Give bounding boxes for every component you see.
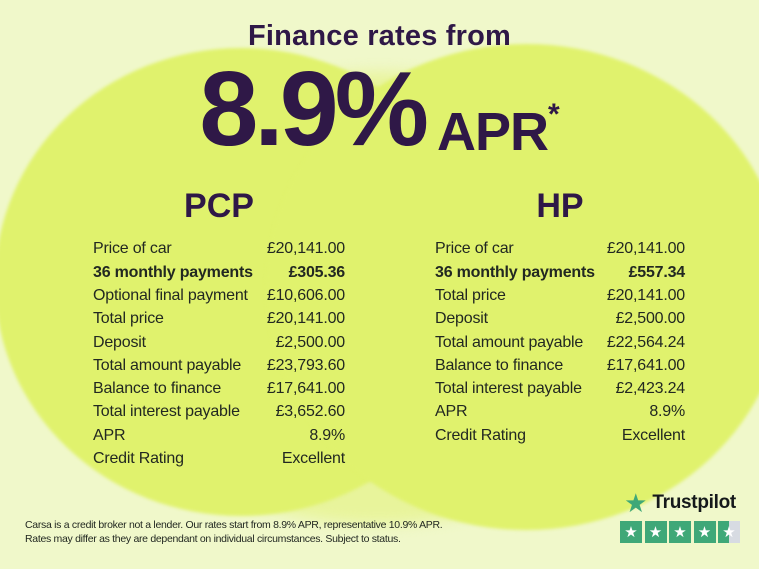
headline-rate: [0, 50, 759, 168]
disclaimer-line-2: Rates may differ as they are dependant on individual circumstances. Subject to status.: [25, 533, 401, 545]
row-label: Balance to finance: [435, 356, 564, 374]
row-label: Total interest payable: [93, 403, 240, 421]
row-value: £17,641.00: [606, 356, 685, 374]
row-label: Price of car: [93, 240, 172, 258]
rate-value: 8.9%: [199, 50, 425, 168]
pcp-section: [93, 188, 345, 470]
row-label: Total price: [93, 310, 164, 328]
legal-disclaimer: [25, 518, 442, 546]
trustpilot-rating-star: ★: [645, 521, 667, 543]
trustpilot-widget[interactable]: [620, 490, 740, 543]
row-label: Total amount payable: [435, 333, 584, 351]
hp-table: [435, 237, 685, 447]
row-label: 36 monthly payments: [93, 263, 253, 281]
row-label: Optional final payment: [93, 286, 248, 304]
row-label: Deposit: [93, 333, 146, 351]
row-value: £305.36: [288, 263, 345, 281]
row-value: £2,500.00: [615, 310, 685, 328]
trustpilot-rating-star: ★: [718, 521, 740, 543]
row-value: £20,141.00: [266, 310, 345, 328]
table-row: [93, 354, 345, 377]
row-label: 36 monthly payments: [435, 263, 595, 281]
row-value: £2,423.24: [615, 380, 685, 398]
row-value: £17,641.00: [266, 380, 345, 398]
row-label: Deposit: [435, 310, 488, 328]
table-row: [435, 237, 685, 260]
trustpilot-rating-star: ★: [669, 521, 691, 543]
table-row: [435, 331, 685, 354]
table-row: [93, 377, 345, 400]
row-value: £10,606.00: [266, 286, 345, 304]
row-label: Total price: [435, 286, 506, 304]
apr-label-group: [436, 98, 560, 162]
trustpilot-logo: [624, 490, 736, 516]
row-label: APR: [93, 426, 126, 444]
table-row: [435, 261, 685, 284]
trustpilot-rating-star: ★: [620, 521, 642, 543]
table-row: [93, 284, 345, 307]
table-row: [93, 261, 345, 284]
trustpilot-rating-stars: [620, 521, 740, 543]
row-value: £2,500.00: [275, 333, 345, 351]
table-row: [435, 307, 685, 330]
row-label: Total interest payable: [435, 380, 582, 398]
row-label: Credit Rating: [435, 426, 526, 444]
table-row: [435, 400, 685, 423]
row-value: £557.34: [628, 263, 685, 281]
table-row: [93, 400, 345, 423]
row-label: APR: [435, 403, 468, 421]
row-value: Excellent: [621, 426, 685, 444]
row-label: Total amount payable: [93, 356, 242, 374]
row-label: Balance to finance: [93, 380, 222, 398]
trustpilot-star-icon: ★: [624, 488, 648, 518]
table-row: [435, 284, 685, 307]
row-value: £22,564.24: [606, 333, 685, 351]
table-row: [93, 331, 345, 354]
table-row: [435, 424, 685, 447]
table-row: [435, 354, 685, 377]
row-value: £20,141.00: [266, 240, 345, 258]
row-value: 8.9%: [649, 403, 685, 421]
row-value: £20,141.00: [606, 240, 685, 258]
table-row: [93, 447, 345, 470]
row-label: Price of car: [435, 240, 514, 258]
banner-title: Finance rates from: [247, 20, 512, 52]
row-label: Credit Rating: [93, 450, 184, 468]
pcp-heading: PCP: [184, 187, 254, 225]
trustpilot-wordmark: Trustpilot: [652, 492, 736, 513]
apr-asterisk: *: [547, 98, 560, 131]
table-row: [435, 377, 685, 400]
row-value: 8.9%: [309, 426, 345, 444]
row-value: £20,141.00: [606, 286, 685, 304]
apr-label: APR: [436, 102, 548, 162]
pcp-table: [93, 237, 345, 470]
row-value: Excellent: [281, 450, 345, 468]
table-row: [93, 307, 345, 330]
hp-heading: HP: [536, 187, 584, 225]
hp-section: [435, 188, 685, 447]
row-value: £23,793.60: [266, 356, 345, 374]
table-row: [93, 424, 345, 447]
disclaimer-line-1: Carsa is a credit broker not a lender. Our rates start from 8.9% APR, representative 10.9% APR.: [25, 519, 443, 531]
trustpilot-rating-star: ★: [694, 521, 716, 543]
table-row: [93, 237, 345, 260]
row-value: £3,652.60: [275, 403, 345, 421]
